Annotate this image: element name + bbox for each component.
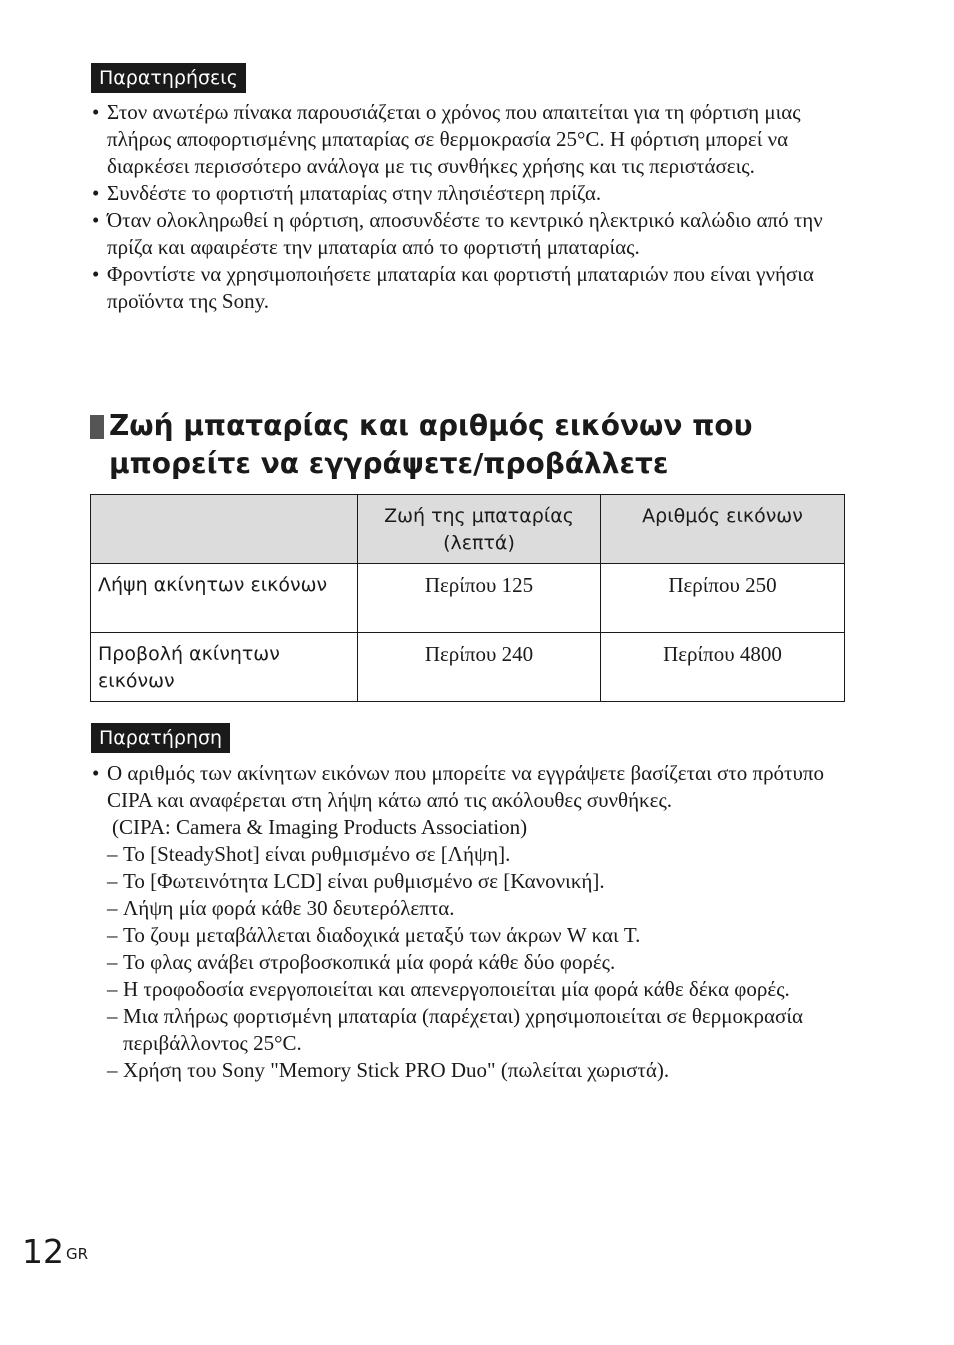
note-label: Παρατήρηση <box>91 723 230 753</box>
table-cell: Περίπου 4800 <box>601 633 845 702</box>
notes-list <box>92 99 852 315</box>
note-item: • Στον ανωτέρω πίνακα παρουσιάζεται ο χρόνος που απαιτείται για τη φόρτιση μιας πλήρως αποφορτισμένης μπαταρίας σε θερμοκρασία 25°C. Η φόρτιση μπορεί να διαρκέσει περισσότερο ανάλογα με τις συνθήκες χρήσης και τις περιστάσεις. <box>92 99 852 180</box>
table-row-header: Προβολή ακίνητων εικόνων <box>91 633 358 702</box>
condition-item: – Χρήση του Sony "Memory Stick PRO Duo" (πωλείται χωριστά). <box>92 1057 852 1084</box>
section-heading <box>90 407 850 483</box>
note-block <box>92 760 852 1084</box>
condition-item: – Το [Φωτεινότητα LCD] είναι ρυθμισμένο σε [Κανονική]. <box>92 868 852 895</box>
table-cell: Περίπου 125 <box>358 564 601 633</box>
note-main-text: • Ο αριθμός των ακίνητων εικόνων που μπορείτε να εγγράψετε βασίζεται στο πρότυπο CIPA και αναφέρεται στη λήψη κάτω από τις ακόλουθες συνθήκες. <box>92 760 852 814</box>
table-cell: Περίπου 240 <box>358 633 601 702</box>
condition-item: – Το ζουμ μεταβάλλεται διαδοχικά μεταξύ των άκρων W και T. <box>92 922 852 949</box>
condition-item: – Μια πλήρως φορτισμένη μπαταρία (παρέχεται) χρησιμοποιείται σε θερμοκρασία περιβάλλοντος 25°C. <box>92 1003 852 1057</box>
condition-item: – Το φλας ανάβει στροβοσκοπικά μία φορά κάθε δύο φορές. <box>92 949 852 976</box>
language-code: GR <box>66 1245 89 1263</box>
section-marker-icon <box>90 415 104 439</box>
note-item: • Όταν ολοκληρωθεί η φόρτιση, αποσυνδέστε το κεντρικό ηλεκτρικό καλώδιο από την πρίζα και αφαιρέστε την μπαταρία από το φορτιστή μπαταρίας. <box>92 207 852 261</box>
condition-item: – Το [SteadyShot] είναι ρυθμισμένο σε [Λήψη]. <box>92 841 852 868</box>
condition-item: – Η τροφοδοσία ενεργοποιείται και απενεργοποιείται μία φορά κάθε δέκα φορές. <box>92 976 852 1003</box>
table-header-row <box>91 495 845 564</box>
note-item: • Συνδέστε το φορτιστή μπαταρίας στην πλησιέστερη πρίζα. <box>92 180 852 207</box>
table-header-cell: Αριθμός εικόνων <box>601 495 845 564</box>
section-title-line-2: μπορείτε να εγγράψετε/προβάλλετε <box>109 447 669 480</box>
table-row-header: Λήψη ακίνητων εικόνων <box>91 564 358 633</box>
page-number <box>22 1232 88 1272</box>
battery-life-table <box>90 494 845 702</box>
cipa-note: (CIPA: Camera & Imaging Products Association) <box>112 815 528 839</box>
notes-label: Παρατηρήσεις <box>91 63 246 93</box>
section-title-line-1: Ζωή μπαταρίας και αριθμός εικόνων που <box>109 409 753 442</box>
condition-item: – Λήψη μία φορά κάθε 30 δευτερόλεπτα. <box>92 895 852 922</box>
table-row <box>91 633 845 702</box>
table-header-cell: Ζωή της μπαταρίας (λεπτά) <box>358 495 601 564</box>
table-header-cell <box>91 495 358 564</box>
page-number-value: 12 <box>22 1232 64 1271</box>
note-item: • Φροντίστε να χρησιμοποιήσετε μπαταρία και φορτιστή μπαταριών που είναι γνήσια προϊόντα της Sony. <box>92 261 852 315</box>
table-cell: Περίπου 250 <box>601 564 845 633</box>
table-row <box>91 564 845 633</box>
